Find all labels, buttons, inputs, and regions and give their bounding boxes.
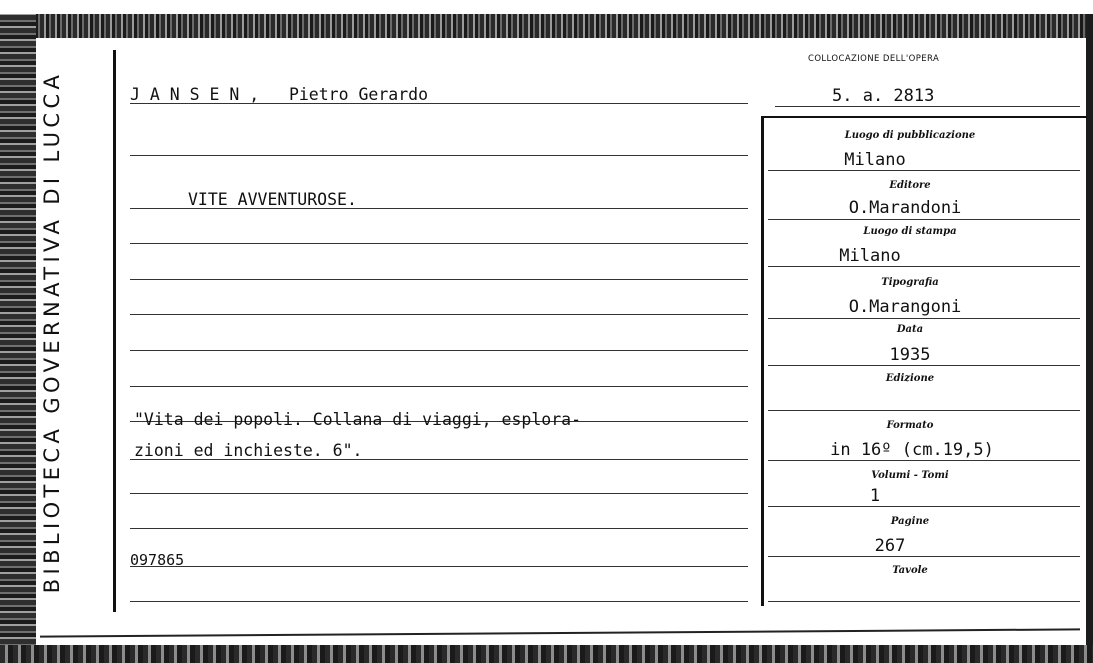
ruled-line [130, 386, 748, 387]
detail-label-place: Luogo di pubblicazione [844, 130, 976, 141]
detail-line [768, 601, 1080, 602]
detail-value-pages: 267 [874, 536, 906, 556]
ruled-line [130, 155, 748, 156]
detail-line [768, 410, 1080, 411]
shelfmark-line [775, 106, 1080, 107]
ruled-line [130, 350, 748, 351]
detail-label-format: Formato [886, 420, 934, 431]
detail-line [768, 170, 1080, 171]
card-bottom-rule [40, 628, 1080, 637]
detail-value-format: in 16º (cm.19,5) [830, 440, 994, 460]
detail-value-printer: O.Marangoni [848, 297, 962, 317]
series-note-line-2: zioni ed inchieste. 6". [134, 441, 363, 460]
detail-label-plates: Tavole [892, 565, 928, 576]
detail-label-pages: Pagine [890, 516, 930, 527]
book-title: VITE AVVENTUROSE. [188, 190, 357, 209]
ruled-line [130, 243, 748, 244]
margin-rule [113, 50, 116, 612]
detail-label-volumes: Volumi - Tomi [871, 470, 949, 481]
scan-border-top [35, 14, 1093, 38]
detail-line [768, 556, 1080, 557]
detail-value-date: 1935 [889, 345, 931, 365]
detail-value-print-place: Milano [839, 246, 901, 266]
detail-line [768, 365, 1080, 366]
shelfmark: 5. a. 2813 [832, 86, 935, 106]
details-box-top [761, 116, 1087, 118]
detail-value-publisher: O.Marandoni [848, 198, 962, 218]
location-header: COLLOCAZIONE DELL'OPERA [808, 54, 940, 64]
detail-label-edition: Edizione [885, 373, 935, 384]
inventory-number: 097865 [130, 551, 185, 569]
ruled-line [130, 314, 748, 315]
series-note-line-1: "Vita dei popoli. Collana di viaggi, esplora- [134, 410, 582, 429]
ruled-line [130, 279, 748, 280]
scan-border-bottom [0, 645, 1093, 663]
author-heading: J A N S E N , Pietro Gerardo [130, 85, 429, 104]
detail-line [768, 460, 1080, 461]
ruled-line [130, 601, 748, 602]
scan-border-left [0, 14, 36, 663]
ruled-line [130, 566, 748, 567]
detail-line [768, 318, 1080, 319]
detail-value-volumes: 1 [869, 486, 881, 506]
ruled-line [130, 528, 748, 529]
detail-label-publisher: Editore [889, 180, 931, 191]
detail-label-print-place: Luogo di stampa [863, 226, 957, 237]
scan-border-right [1086, 14, 1093, 654]
detail-label-printer: Tipografia [881, 277, 939, 288]
detail-line [768, 219, 1080, 220]
detail-line [768, 506, 1080, 507]
library-name: BIBLIOTECA GOVERNATIVA DI LUCCA [40, 70, 64, 594]
detail-line [768, 266, 1080, 267]
detail-value-place: Milano [844, 150, 906, 170]
detail-label-date: Data [896, 324, 924, 335]
ruled-line [130, 493, 748, 494]
